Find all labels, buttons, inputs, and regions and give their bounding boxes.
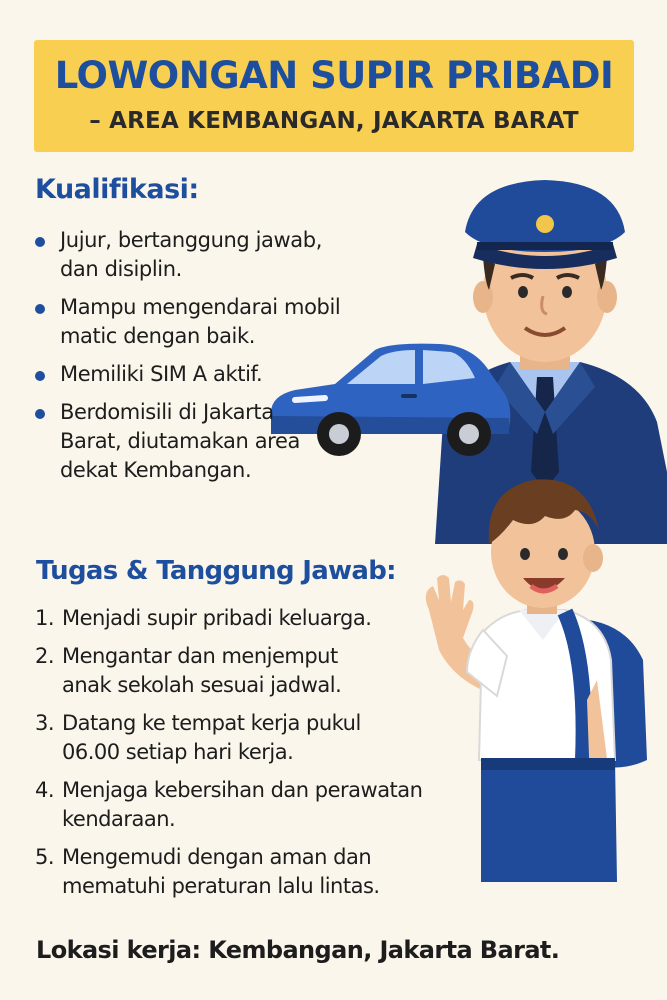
item-number: 5. <box>35 845 55 869</box>
banner-subtitle: – AREA KEMBANGAN, JAKARTA BARAT <box>89 108 579 134</box>
list-item <box>35 843 430 901</box>
duties-list <box>35 604 455 910</box>
qualification-heading: Kualifikasi: <box>35 174 199 205</box>
duty-text: Mengantar dan menjemput anak sekolah sesuai jadwal. <box>62 644 342 697</box>
duty-text: Mengemudi dengan aman dan mematuhi peraturan lalu lintas. <box>62 845 380 898</box>
item-number: 2. <box>35 644 55 668</box>
work-location: Lokasi kerja: Kembangan, Jakarta Barat. <box>36 936 560 964</box>
title-banner <box>34 40 634 152</box>
list-item <box>33 226 353 284</box>
list-item <box>35 604 445 633</box>
list-item <box>35 776 465 834</box>
item-number: 1. <box>35 606 55 630</box>
qualification-text: Berdomisili di Jakarta Barat, diutamakan area dekat Kembangan. <box>60 400 300 482</box>
item-number: 4. <box>35 778 55 802</box>
list-item <box>35 709 405 767</box>
duty-text: Menjaga kebersihan dan perawatan kendaraan. <box>62 778 423 831</box>
list-item <box>33 293 353 351</box>
duty-text: Menjadi supir pribadi keluarga. <box>62 606 372 630</box>
list-item <box>33 398 333 485</box>
list-item <box>33 360 353 389</box>
qualification-text: Jujur, bertanggung jawab, dan disiplin. <box>60 228 322 281</box>
item-number: 3. <box>35 711 55 735</box>
qualification-list <box>33 226 378 494</box>
duty-text: Datang ke tempat kerja pukul 06.00 setiap hari kerja. <box>62 711 361 764</box>
banner-title: LOWONGAN SUPIR PRIBADI <box>54 54 614 97</box>
duties-heading: Tugas & Tanggung Jawab: <box>36 556 396 586</box>
list-item <box>35 642 390 700</box>
qualification-text: Mampu mengendarai mobil matic dengan baik. <box>60 295 341 348</box>
qualification-text: Memiliki SIM A aktif. <box>60 362 263 386</box>
